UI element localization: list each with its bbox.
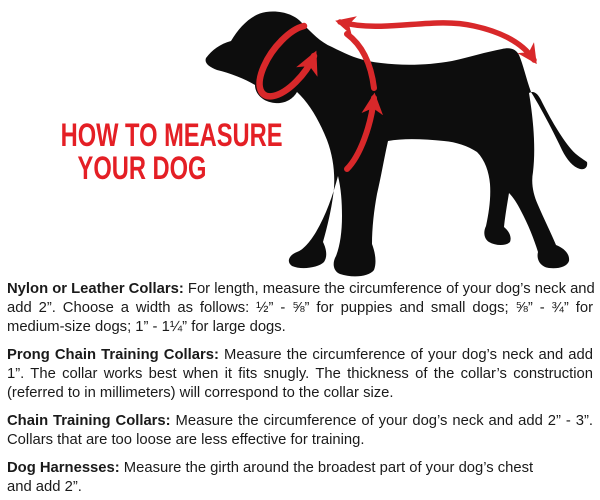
page-title-line1: HOW TO MEASURE [60,117,283,153]
paragraph-lead: Prong Chain Training Collars: [7,347,219,363]
text-line: medium-size dogs; 1” - 1¼” for large dogs. [7,319,286,335]
instructions-text [7,280,593,500]
text-line: 1”. The collar works best when it fits snugly. The thickness of the collar’s construction [7,366,593,382]
text-segment: For length, measure the circumference of your dog’s neck and [187,281,595,297]
text-segment: Measure the girth around the broadest part of your dog’s chest [123,460,534,476]
text-segment: Measure the circumference of your dog’s neck and add 2” - 3”. [175,413,593,429]
text-line [7,346,593,365]
text-line: and add 2”. [7,479,82,495]
paragraph-nylon-leather-collars [7,280,593,337]
paragraph-lead: Nylon or Leather Collars: [7,281,184,297]
page-title-line2: YOUR DOG [77,150,207,186]
paragraph-chain-training-collars [7,412,593,450]
text-line: add 2”. Choose a width as follows: ½” - ⅝” for puppies and small dogs; ⅝” - ¾” for [7,300,593,316]
text-line [7,280,593,299]
paragraph-lead: Chain Training Collars: [7,413,171,429]
paragraph-lead: Dog Harnesses: [7,460,120,476]
text-segment: Measure the circumference of your dog’s neck and add [224,347,593,363]
text-line: (referred to in millimeters) will correspond to the collar size. [7,385,394,401]
text-line [7,459,593,478]
page-title [60,117,283,186]
text-line: Collars that are too loose are less effective for training. [7,432,365,448]
text-line [7,412,593,431]
paragraph-prong-chain-training-collars [7,346,593,403]
paragraph-dog-harnesses [7,459,593,497]
